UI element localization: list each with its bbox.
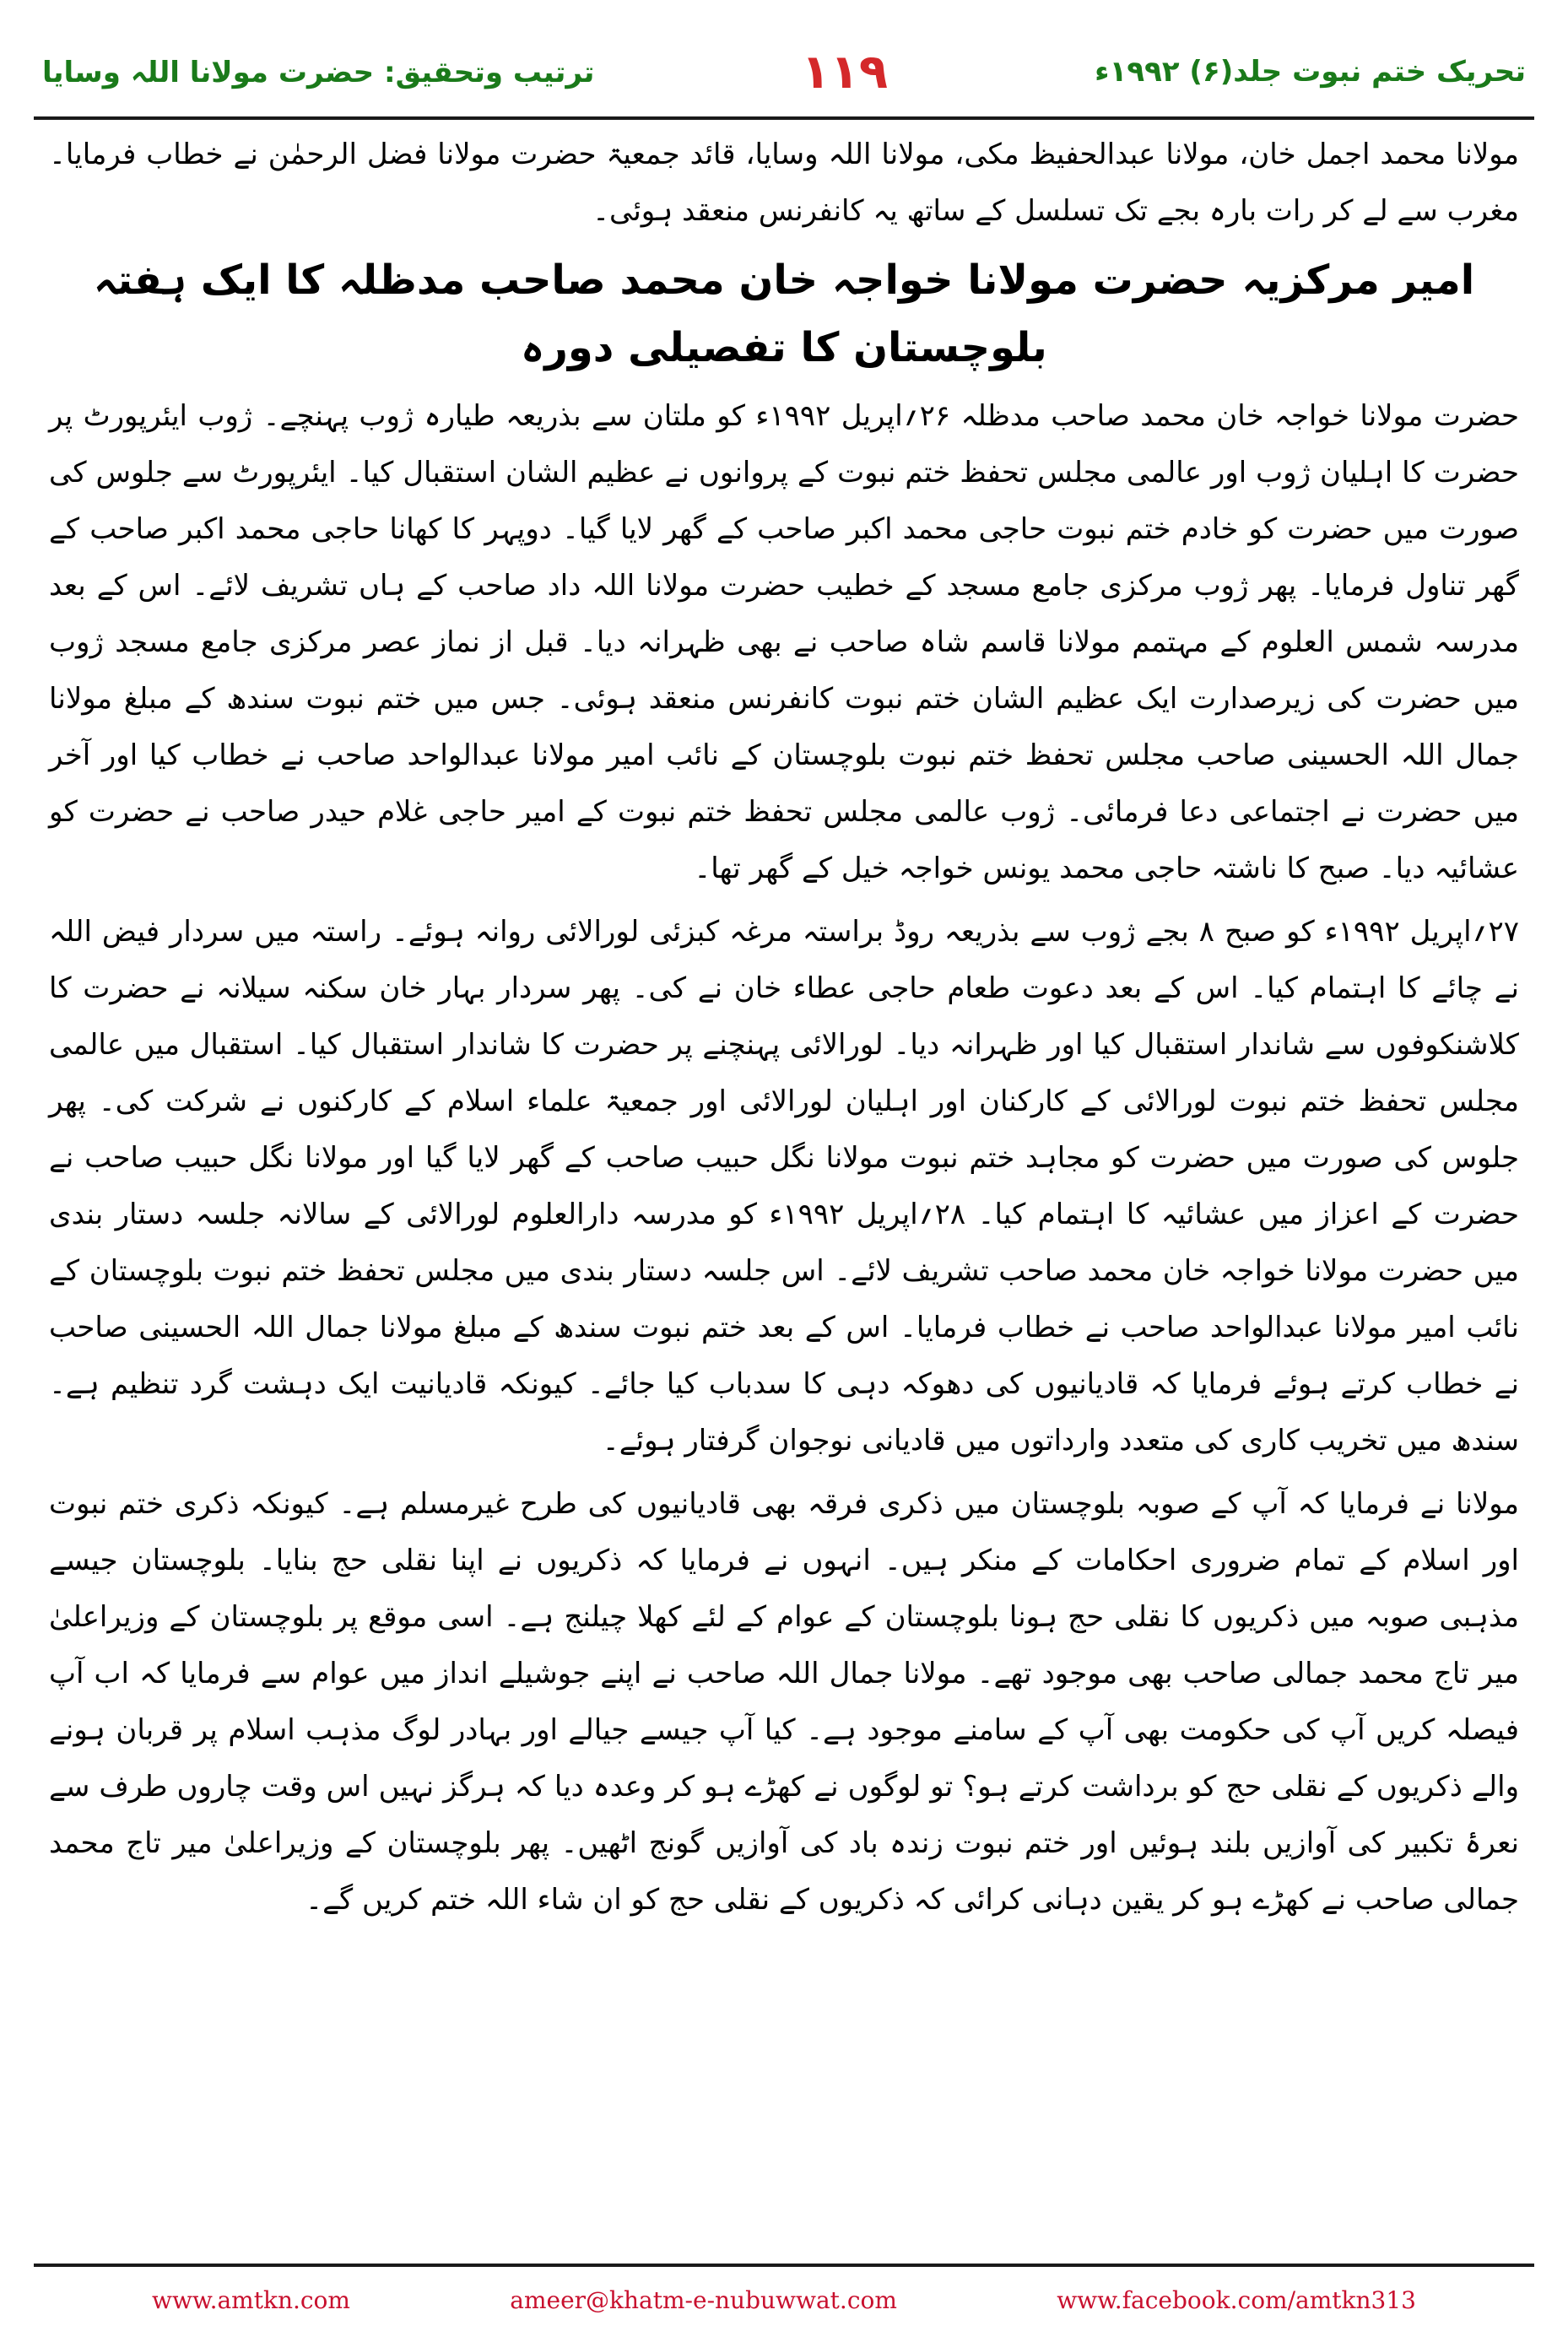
page-body (49, 127, 1519, 2249)
page-footer (152, 2279, 1416, 2321)
paragraph-2: ۲۷؍اپریل ۱۹۹۲ء کو صبح ۸ بجے ژوب سے بذریعہ روڈ براستہ مرغہ کبزئی لورالائی روانہ ہوئے۔ راستہ میں سردار فیض اللہ نے چائے کا اہتمام کیا۔ اس کے بعد دعوت طعام حاجی عطاء خان نے کی۔ پھر سردار بہار خان سکنہ سیلانہ نے حضرت کا کلاشنکوفوں سے شاندار استقبال کیا اور ظہرانہ دیا۔ لورالائی پہنچنے پر حضرت کا شاندار استقبال کیا۔ استقبال میں عالمی مجلس تحفظ ختم نبوت لورالائی کے کارکنان اور اہلیان لورالائی اور جمعیۃ علماء اسلام کے کارکنوں نے شرکت کی۔ پھر جلوس کی صورت میں حضرت کو مجاہد ختم نبوت مولانا نگل حبیب صاحب کے گھر لایا گیا اور مولانا نگل حبیب صاحب نے حضرت کے اعزاز میں عشائیہ کا اہتمام کیا۔ ۲۸؍اپریل ۱۹۹۲ء کو مدرسہ دارالعلوم لورالائی کے سالانہ جلسہ دستار بندی میں حضرت مولانا خواجہ خان محمد صاحب تشریف لائے۔ اس جلسہ دستار بندی میں مجلس تحفظ ختم نبوت بلوچستان کے نائب امیر مولانا عبدالواحد صاحب نے خطاب فرمایا۔ اس کے بعد ختم نبوت سندھ کے مبلغ مولانا جمال اللہ الحسینی صاحب نے خطاب کرتے ہوئے فرمایا کہ قادیانیوں کی دھوکہ دہی کا سدباب کیا جائے۔ کیونکہ قادیانیت ایک دہشت گرد تنظیم ہے۔ سندھ میں تخریب کاری کی متعدد وارداتوں میں قادیانی نوجوان گرفتار ہوئے۔ (49, 915, 1519, 1458)
footer-email-link[interactable]: ameer@khatm-e-nubuwwat.com (510, 2285, 897, 2314)
page-number: ۱۱۹ (801, 44, 889, 100)
intro-paragraph: مولانا محمد اجمل خان، مولانا عبدالحفیظ مکی، مولانا اللہ وسایا، قائد جمعیۃ حضرت مولانا فضل الرحمٰن نے خطاب فرمایا۔ مغرب سے لے کر رات بارہ بجے تک تسلسل کے ساتھ یہ کانفرنس منعقد ہوئی۔ (49, 138, 1519, 228)
header-book-title: تحریک ختم نبوت جلد(۶) ۱۹۹۲ء (1095, 55, 1526, 89)
paragraph-3: مولانا نے فرمایا کہ آپ کے صوبہ بلوچستان میں ذکری فرقہ بھی قادیانیوں کی طرح غیرمسلم ہے۔ کیونکہ ذکری ختم نبوت اور اسلام کے تمام ضروری احکامات کے منکر ہیں۔ انہوں نے فرمایا کہ ذکریوں نے اپنا نقلی حج بنایا۔ بلوچستان جیسے مذہبی صوبہ میں ذکریوں کا نقلی حج ہونا بلوچستان کے عوام کے لئے کھلا چیلنج ہے۔ اسی موقع پر بلوچستان کے وزیراعلیٰ میر تاج محمد جمالی صاحب بھی موجود تھے۔ مولانا جمال اللہ صاحب نے اپنے جوشیلے انداز میں عوام سے فرمایا کہ اب آپ فیصلہ کریں آپ کی حکومت بھی آپ کے سامنے موجود ہے۔ کیا آپ جیسے جیالے اور بہادر لوگ مذہب اسلام پر قربان ہونے والے ذکریوں کے نقلی حج کو برداشت کرتے ہو؟ تو لوگوں نے کھڑے ہو کر وعدہ دیا کہ ہرگز نہیں اس وقت چاروں طرف سے نعرۂ تکبیر کی آوازیں بلند ہوئیں اور ختم نبوت زندہ باد کی آوازیں گونج اٹھیں۔ پھر بلوچستان کے وزیراعلیٰ میر تاج محمد جمالی صاحب نے کھڑے ہو کر یقین دہانی کرائی کہ ذکریوں کے نقلی حج کو ان شاء اللہ ختم کریں گے۔ (49, 1487, 1519, 1917)
header-divider (34, 116, 1534, 120)
page-header (42, 25, 1526, 118)
header-compiler-credit: ترتیب وتحقیق: حضرت مولانا اللہ وسایا (42, 55, 595, 89)
footer-divider (34, 2264, 1534, 2267)
footer-website-link[interactable]: www.amtkn.com (152, 2285, 350, 2314)
footer-facebook-link[interactable]: www.facebook.com/amtkn313 (1057, 2285, 1416, 2314)
paragraph-1: حضرت مولانا خواجہ خان محمد صاحب مدظلہ ۲۶؍اپریل ۱۹۹۲ء کو ملتان سے بذریعہ طیارہ ژوب پہنچے۔ ژوب ایئرپورٹ پر حضرت کا اہلیان ژوب اور عالمی مجلس تحفظ ختم نبوت کے پروانوں نے عظیم الشان استقبال کیا۔ ایئرپورٹ سے جلوس کی صورت میں حضرت کو خادم ختم نبوت حاجی محمد اکبر صاحب کے گھر لایا گیا۔ دوپہر کا کھانا حاجی محمد اکبر صاحب کے گھر تناول فرمایا۔ پھر ژوب مرکزی جامع مسجد کے خطیب حضرت مولانا اللہ داد صاحب کے ہاں تشریف لائے۔ اس کے بعد مدرسہ شمس العلوم کے مہتمم مولانا قاسم شاہ صاحب نے بھی ظہرانہ دیا۔ قبل از نماز عصر مرکزی جامع مسجد ژوب میں حضرت کی زیرصدارت ایک عظیم الشان ختم نبوت کانفرنس منعقد ہوئی۔ جس میں ختم نبوت سندھ کے مبلغ مولانا جمال اللہ الحسینی صاحب مجلس تحفظ ختم نبوت بلوچستان کے نائب امیر مولانا عبدالواحد صاحب نے خطاب کیا اور آخر میں حضرت نے اجتماعی دعا فرمائی۔ ژوب عالمی مجلس تحفظ ختم نبوت کے امیر حاجی غلام حیدر صاحب نے حضرت کو عشائیہ دیا۔ صبح کا ناشتہ حاجی محمد یونس خواجہ خیل کے گھر تھا۔ (49, 399, 1519, 885)
section-heading: امیر مرکزیہ حضرت مولانا خواجہ خان محمد صاحب مدظلہ کا ایک ہفتہ بلوچستان کا تفصیلی دورہ (93, 257, 1475, 371)
